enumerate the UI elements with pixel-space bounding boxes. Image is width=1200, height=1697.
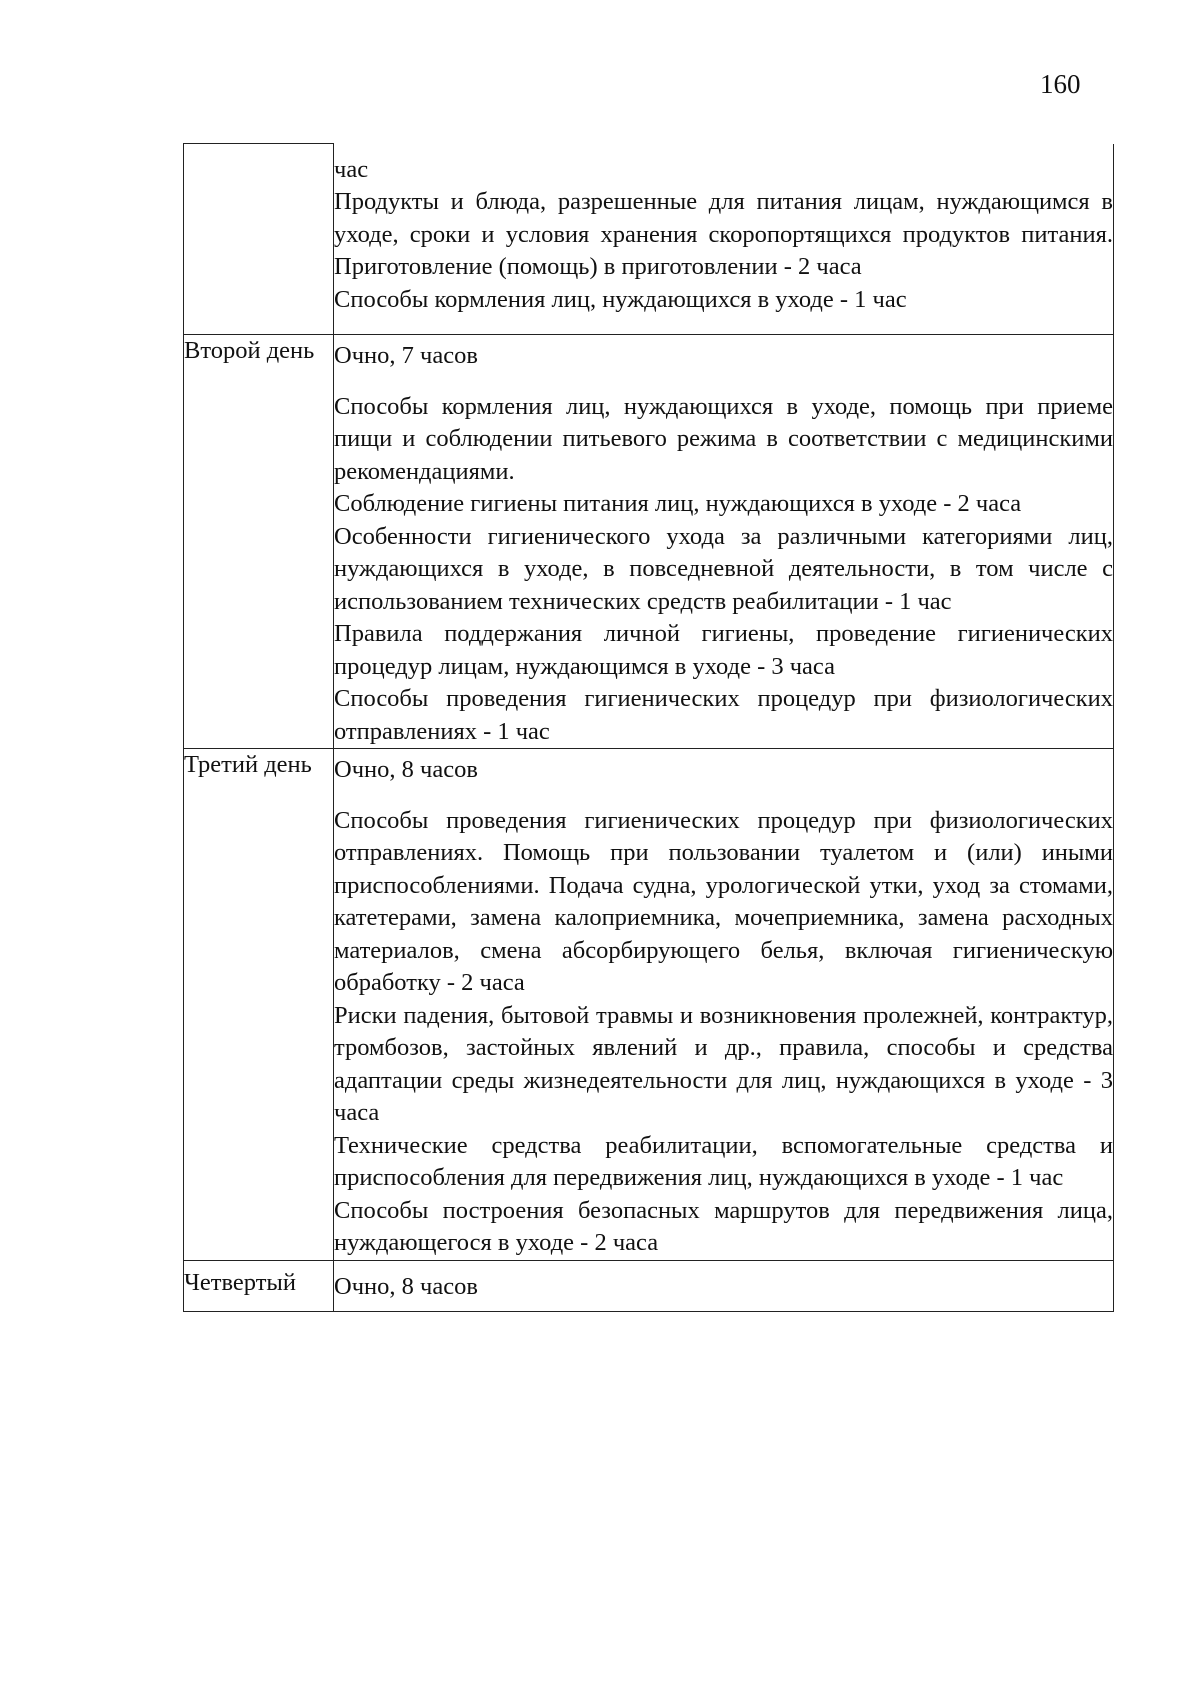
topic-item: Способы проведения гигиенических процедур при физиологических отправлениях - 1 час [334,685,1113,745]
schedule-row-continuation [184,144,1114,335]
content-cell [334,1260,1114,1312]
day-cell [184,749,334,1261]
day-label: Третий день [184,751,312,778]
topic-item: Способы кормления лиц, нуждающихся в уходе, помощь при приеме пищи и соблюдении питьевого режима в соответствии с медицинскими рекомендациями. [334,392,1113,485]
day-cell [184,1260,334,1312]
day-label: Четвертый [184,1268,297,1296]
content-cell [334,335,1114,749]
schedule-row-day-4 [184,1260,1114,1312]
training-schedule-table [183,143,1114,1312]
topic-item: Способы проведения гигиенических процедур при физиологических отправлениях. Помощь при пользовании туалетом и (или) иными приспособлениями. Подача судна, урологической утки, уход за стомами, катетерами, замена калоприемника, мочеприемника, замена расходных материалов, смена абсорбирующего белья, включая гигиеническую обработку - 2 часа [334,806,1113,996]
content-cell [334,749,1114,1261]
page-number: 160 [1040,69,1081,99]
day-cell [184,335,334,749]
content-cell [334,144,1114,335]
topic-item: Продукты и блюда, разрешенные для питания лицам, нуждающимся в уходе, сроки и условия хранения скоропортящихся продуктов питания. Приготовление (помощь) в приготовлении - 2 часа [334,188,1113,280]
attendance-mode: Очно, 7 часов [334,342,478,369]
topic-item: Технические средства реабилитации, вспомогательные средства и приспособления для передвижения лиц, нуждающихся в уходе - 1 час [334,1131,1113,1191]
topic-item: Соблюдение гигиены питания лиц, нуждающихся в уходе - 2 часа [334,490,1022,517]
topic-item: Риски падения, бытовой травмы и возникновения пролежней, контрактур, тромбозов, застойных явлений и др., правила, способы и средства адаптации среды жизнедеятельности для лиц, нуждающихся в уходе - 3 часа [334,1001,1113,1126]
topic-item: Способы кормления лиц, нуждающихся в уходе - 1 час [334,285,907,313]
topic-item: Способы построения безопасных маршрутов для передвижения лица, нуждающегося в уходе - 2 часа [334,1196,1113,1256]
topic-item: Правила поддержания личной гигиены, проведение гигиенических процедур лицам, нуждающимся в уходе - 3 часа [334,620,1113,680]
day-label: Второй день [184,337,315,364]
schedule-row-day-2 [184,335,1114,749]
schedule-row-day-3 [184,749,1114,1261]
topic-item: час [334,155,369,183]
topic-item: Особенности гигиенического ухода за различными категориями лиц, нуждающихся в уходе, в повседневной деятельности, в том числе с использованием технических средств реабилитации - 1 час [334,522,1113,615]
attendance-mode: Очно, 8 часов [334,756,478,783]
day-cell-empty [184,144,334,335]
attendance-mode: Очно, 8 часов [334,1272,478,1300]
